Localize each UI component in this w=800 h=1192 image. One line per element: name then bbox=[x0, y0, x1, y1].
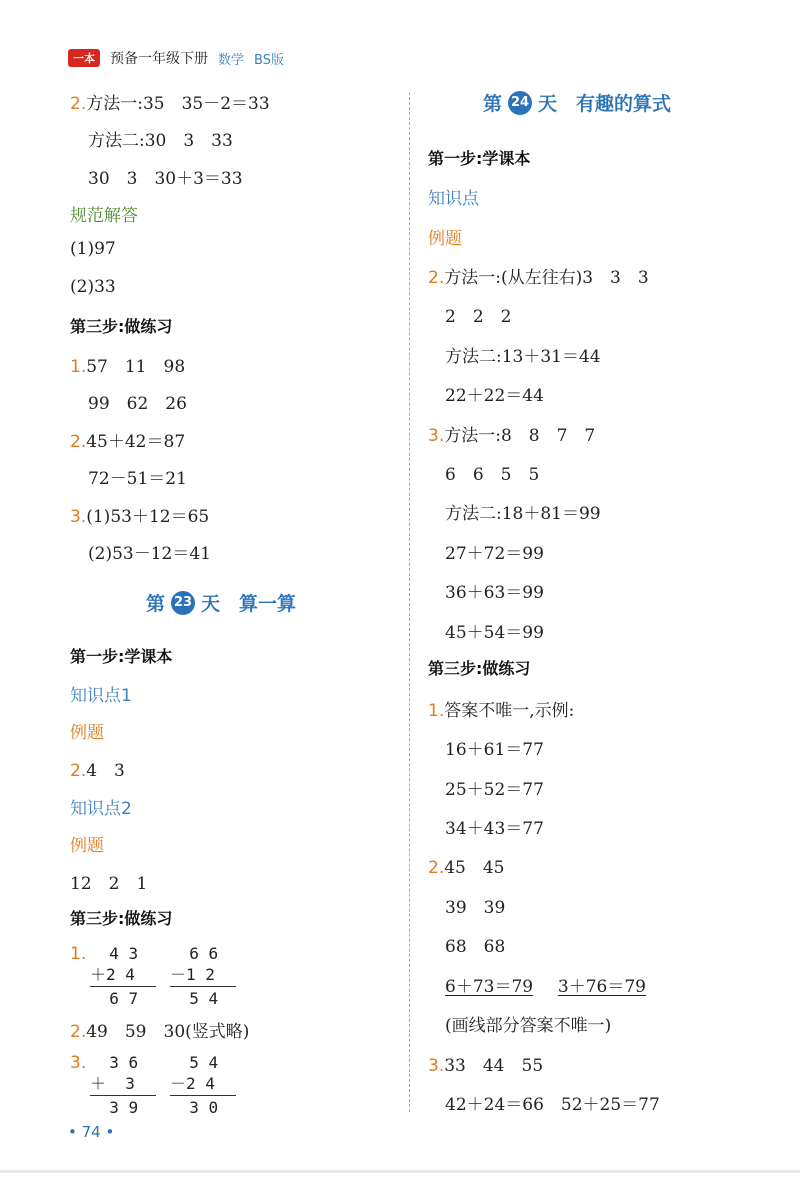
answer-line bbox=[70, 352, 185, 377]
note-line: (画线部分答案不唯一) bbox=[445, 1016, 612, 1036]
calc-line bbox=[170, 986, 236, 987]
answer-text: 方法一:(从左往右)3 3 3 bbox=[444, 268, 649, 288]
calc-row: －1 2 bbox=[170, 965, 215, 984]
step-heading: 第三步:做练习 bbox=[428, 659, 531, 678]
answer-line: (2)33 bbox=[70, 277, 116, 297]
calc-row: 5 4 bbox=[170, 989, 219, 1008]
day-title-prefix: 第 bbox=[146, 593, 166, 615]
answer-line: 方法二:18＋81＝99 bbox=[445, 504, 601, 524]
column-divider bbox=[409, 92, 410, 1112]
subject-label: 数学 bbox=[218, 52, 245, 68]
calc-row: 5 4 bbox=[170, 1053, 219, 1072]
vertical-calculation bbox=[170, 943, 236, 1009]
step-heading: 第三步:做练习 bbox=[70, 317, 173, 336]
answer-text: 45 45 bbox=[444, 858, 505, 878]
day-title-text: 天 算一算 bbox=[201, 593, 297, 615]
answer-text: (1)53＋12＝65 bbox=[86, 507, 210, 527]
edition-label: BS版 bbox=[254, 52, 284, 68]
answer-line: 39 39 bbox=[445, 898, 506, 918]
answer-line bbox=[70, 502, 209, 527]
day-number-badge: 23 bbox=[171, 591, 195, 615]
answer-line: 2 2 2 bbox=[445, 307, 512, 327]
item-number: 2. bbox=[70, 432, 87, 452]
answer-line: 16＋61＝77 bbox=[445, 740, 544, 760]
answer-line bbox=[70, 1017, 249, 1042]
knowledge-point-label: 知识点 bbox=[428, 189, 479, 209]
item-number: 2. bbox=[428, 858, 445, 878]
page-header bbox=[68, 45, 284, 71]
answer-line: (2)53－12＝41 bbox=[88, 544, 211, 564]
example-label: 例题 bbox=[70, 723, 104, 743]
knowledge-point-label: 知识点2 bbox=[70, 799, 132, 819]
section-label: 规范解答 bbox=[70, 206, 138, 226]
calc-line bbox=[170, 1095, 236, 1096]
answer-text: 57 11 98 bbox=[86, 357, 186, 377]
answer-line: 方法二:30 3 33 bbox=[88, 131, 233, 151]
calc-row: －2 4 bbox=[170, 1074, 215, 1093]
item-number: 2. bbox=[70, 1022, 87, 1042]
answer-line bbox=[428, 1051, 543, 1076]
answer-line: 72－51＝21 bbox=[88, 469, 187, 489]
answer-line: 27＋72＝99 bbox=[445, 544, 544, 564]
answer-line bbox=[428, 421, 595, 446]
step-heading: 第三步:做练习 bbox=[70, 909, 173, 928]
answer-line bbox=[445, 972, 646, 997]
day-title bbox=[146, 589, 296, 616]
answer-line: 42＋24＝66 52＋25＝77 bbox=[445, 1095, 660, 1115]
answer-line bbox=[428, 263, 649, 288]
day-title-text: 天 有趣的算式 bbox=[538, 93, 672, 115]
example-label: 例题 bbox=[428, 229, 462, 249]
answer-line bbox=[428, 696, 574, 721]
calc-row: 3 6 bbox=[90, 1053, 139, 1072]
step-heading: 第一步:学课本 bbox=[428, 149, 531, 168]
answer-line bbox=[70, 756, 125, 781]
answer-line bbox=[428, 853, 505, 878]
answer-line: 方法二:13＋31＝44 bbox=[445, 347, 601, 367]
answer-line: 12 2 1 bbox=[70, 874, 148, 894]
item-number: 1. bbox=[70, 944, 87, 964]
item-number: 2. bbox=[70, 94, 87, 114]
item-number: 2. bbox=[70, 761, 87, 781]
answer-line bbox=[70, 427, 185, 452]
item-number: 3. bbox=[70, 507, 87, 527]
answer-text: 方法一:8 8 7 7 bbox=[444, 426, 596, 446]
item-number: 1. bbox=[70, 357, 87, 377]
answer-text: 4 3 bbox=[86, 761, 125, 781]
day-title-prefix: 第 bbox=[483, 93, 503, 115]
answer-line: 6 6 5 5 bbox=[445, 465, 540, 485]
calc-row: 3 9 bbox=[90, 1098, 139, 1117]
brand-logo: 一本 bbox=[68, 49, 100, 67]
example-label: 例题 bbox=[70, 836, 104, 856]
calc-row: 4 3 bbox=[90, 944, 139, 963]
vertical-calculation bbox=[170, 1052, 236, 1118]
answer-text: 答案不唯一,示例: bbox=[444, 701, 575, 721]
answer-text: 33 44 55 bbox=[444, 1056, 544, 1076]
page-bottom-edge bbox=[0, 1170, 800, 1173]
vertical-calculation bbox=[90, 1052, 156, 1118]
answer-line: 34＋43＝77 bbox=[445, 819, 544, 839]
answer-line: 36＋63＝99 bbox=[445, 583, 544, 603]
calc-row: ＋ 3 bbox=[90, 1074, 135, 1093]
vertical-calculation bbox=[90, 943, 156, 1009]
answer-line: 25＋52＝77 bbox=[445, 780, 544, 800]
answer-text: 45＋42＝87 bbox=[86, 432, 186, 452]
answer-line bbox=[70, 89, 270, 114]
book-title: 预备一年级下册 bbox=[110, 51, 208, 67]
answer-line: 99 62 26 bbox=[88, 394, 187, 414]
item-number: 3. bbox=[428, 1056, 445, 1076]
item-number: 3. bbox=[428, 426, 445, 446]
underlined-answer: 3＋76＝79 bbox=[557, 977, 646, 997]
answer-line: 22＋22＝44 bbox=[445, 386, 544, 406]
answer-line: 68 68 bbox=[445, 937, 506, 957]
answer-text: 49 59 30(竖式略) bbox=[86, 1022, 250, 1042]
answer-line: 45＋54＝99 bbox=[445, 623, 544, 643]
day-title bbox=[483, 89, 671, 116]
day-number-badge: 24 bbox=[508, 91, 532, 115]
knowledge-point-label: 知识点1 bbox=[70, 686, 132, 706]
calc-line bbox=[90, 1095, 156, 1096]
underlined-answer: 6＋73＝79 bbox=[445, 977, 534, 997]
calc-row: ＋2 4 bbox=[90, 965, 135, 984]
calc-row: 6 6 bbox=[170, 944, 219, 963]
item-number: 1. bbox=[428, 701, 445, 721]
calc-row: 6 7 bbox=[90, 989, 139, 1008]
page-number: • 74 • bbox=[68, 1123, 115, 1141]
answer-line: 30 3 30＋3＝33 bbox=[88, 169, 243, 189]
step-heading: 第一步:学课本 bbox=[70, 647, 173, 666]
calc-line bbox=[90, 986, 156, 987]
item-number: 2. bbox=[428, 268, 445, 288]
answer-text: 方法一:35 35－2＝33 bbox=[86, 94, 270, 114]
item-number: 3. bbox=[70, 1053, 87, 1073]
answer-line: (1)97 bbox=[70, 239, 116, 259]
calc-row: 3 0 bbox=[170, 1098, 219, 1117]
